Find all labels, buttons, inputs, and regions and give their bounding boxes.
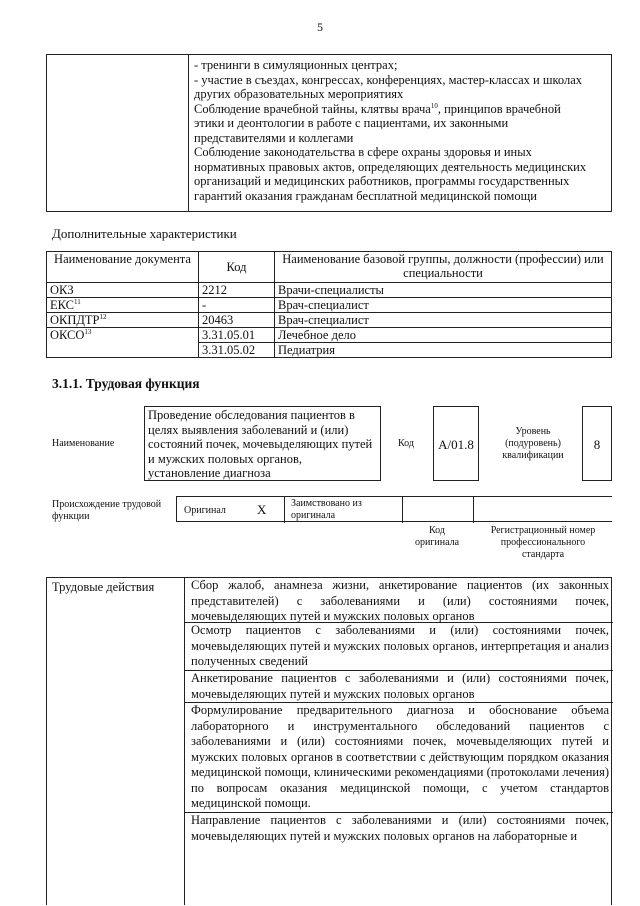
reg-number-label: Регистрационный номер профессионального стандарта: [490, 525, 596, 560]
additional-table: [46, 251, 612, 361]
original-label: Оригинал: [184, 505, 226, 516]
header-doc: Наименование документа: [47, 252, 199, 283]
borrowed-label: Заимствовано из оригинала: [291, 498, 362, 521]
page-number: 5: [317, 20, 323, 34]
labor-actions-table: [46, 577, 612, 905]
list-item: Направление пациентов с заболеваниями и (или) состояниями почек, мочевыделяющих путей и мужских половых органов на лабораторные и: [191, 813, 609, 843]
table-row: ЕКС$^{11}$ - Врач-специалист: [47, 298, 612, 313]
original-mark: X: [257, 502, 267, 517]
level-label: Уровень (подуровень) квалификации: [502, 426, 564, 461]
origin-table: [176, 496, 612, 522]
divider: [284, 497, 285, 523]
function-name-box: Проведение обследования пациентов в целях выявления заболеваний и (или) состояний почек, мочевыделяющих путей и мужских половых органов, установление диагноза: [144, 406, 381, 481]
level-value: 8: [582, 406, 612, 481]
table-row: 3.31.05.02 Педиатрия: [47, 343, 612, 358]
list-item: Анкетирование пациентов с заболеваниями и (или) состояниями почек, мочевыделяющих путей и мужских половых органов: [185, 671, 613, 703]
divider: [402, 497, 403, 523]
additional-title: Дополнительные характеристики: [52, 226, 237, 241]
name-label: Наименование: [52, 438, 115, 449]
continuation-table: [46, 54, 612, 212]
table-row: ОКЗ 2212 Врачи-специалисты: [47, 283, 612, 298]
code-value: A/01.8: [433, 406, 479, 481]
list-item: Формулирование предварительного диагноза и обоснование объема лабораторного и инструментального обследований пациентов с заболеваниями и (или) состояниями почек, мочевыделяющих путей и мужских половых органов в соответствии с действующим порядком оказания медицинской помощи, клиническими рекомендациями (протоколами лечения) по вопросам оказания медицинской помощи, с учетом стандартов медицинской помощи.: [185, 703, 613, 813]
orig-code-label: Код оригинала: [414, 525, 460, 548]
table-row: ОКПДТР$^{12}$ 20463 Врач-специалист: [47, 313, 612, 328]
code-label: Код: [398, 438, 414, 449]
list-item: Осмотр пациентов с заболеваниями и (или) состояниями почек, мочевыделяющих путей и мужских половых органов, интерпретация и анализ полученных сведений: [185, 623, 613, 671]
header-name: Наименование базовой группы, должности (профессии) или специальности: [275, 252, 612, 283]
header-code: Код: [199, 252, 275, 283]
table-row: ОКСО$^{13}$ 3.31.05.01 Лечебное дело: [47, 328, 612, 343]
list-item: Сбор жалоб, анамнеза жизни, анкетирование пациентов (их законных представителей) с заболеваниями и (или) состояниями почек, мочевыделяющих путей и мужских половых органов: [185, 578, 613, 623]
labor-actions-label: Трудовые действия: [47, 578, 185, 905]
origin-label: Происхождение трудовой функции: [52, 499, 162, 522]
empty-label-cell: [47, 55, 189, 211]
divider: [473, 497, 474, 523]
continuation-text: - тренинги в симуляционных центрах; - участие в съездах, конгрессах, конференциях, мастер-классах и школах других образовательных мероприятиях Соблюдение врачебной тайны, клятвы врача$^{10}$, принципов врачебной этики и деонтологии в работе с пациентами, их законными представителями и коллегами Соблюдение законодательства в сфере охраны здоровья и иных нормативных правовых актов, определяющих деятельность медицинских организаций и медицинских работников, программы государственных гарантий оказания гражданам бесплатной медицинской помощи: [194, 58, 587, 203]
function-heading: 3.1.1. Трудовая функция: [52, 376, 200, 391]
